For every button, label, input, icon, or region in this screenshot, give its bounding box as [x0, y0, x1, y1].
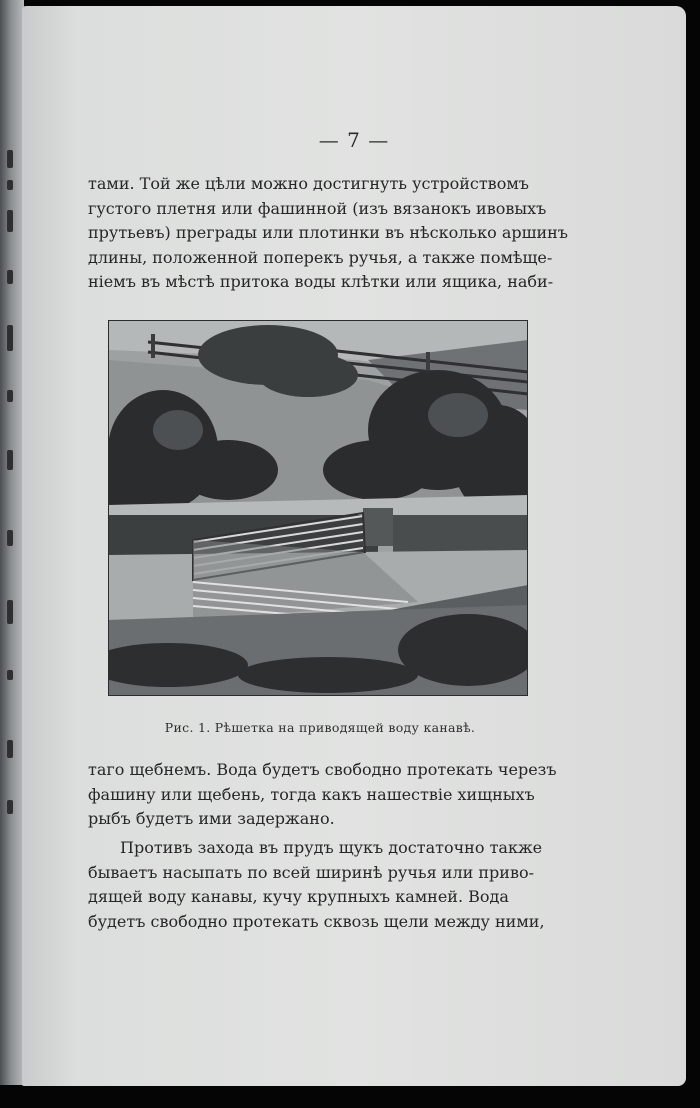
paragraph-3: [88, 836, 558, 934]
text-line: тами. Той же цѣли можно достигнуть устройствомъ: [88, 174, 529, 193]
book-page: [22, 6, 686, 1086]
text-line: бываетъ насыпать по всей ширинѣ ручья или приво-: [88, 862, 534, 882]
previous-page-edge: [0, 0, 24, 1085]
engraving-grate-on-canal: [108, 320, 528, 696]
text-line: прутьевъ) преграды или плотинки въ нѣсколько аршинъ: [88, 223, 568, 242]
figure-caption: Рис. 1. Рѣшетка на приводящей воду канавѣ.: [164, 720, 476, 735]
text-line: длины, положенной поперекъ ручья, а также помѣще-: [88, 247, 553, 267]
text-line: фашину или щебень, тогда какъ нашествіе хищныхъ: [88, 784, 535, 804]
paragraph-1: [88, 172, 568, 295]
text-line: ніемъ въ мѣстѣ притока воды клѣтки или ящика, наби-: [88, 272, 554, 291]
text-line: дящей воду канавы, кучу крупныхъ камней. Вода: [88, 887, 509, 906]
text-line: будетъ свободно протекать сквозь щели между ними,: [88, 911, 545, 931]
page-number: — 7 —: [318, 128, 390, 152]
text-line: рыбъ будетъ ими задержано.: [88, 809, 335, 828]
text-line: Противъ захода въ прудъ щукъ достаточно также: [120, 838, 543, 857]
bleed-through-marks: [4, 150, 18, 850]
text-line: густого плетня или фашинной (изъ вязанокъ ивовыхъ: [88, 198, 547, 218]
paragraph-2: [88, 758, 558, 832]
figure-1-illustration: [108, 320, 528, 696]
text-line: таго щебнемъ. Вода будетъ свободно протекать черезъ: [88, 760, 557, 779]
